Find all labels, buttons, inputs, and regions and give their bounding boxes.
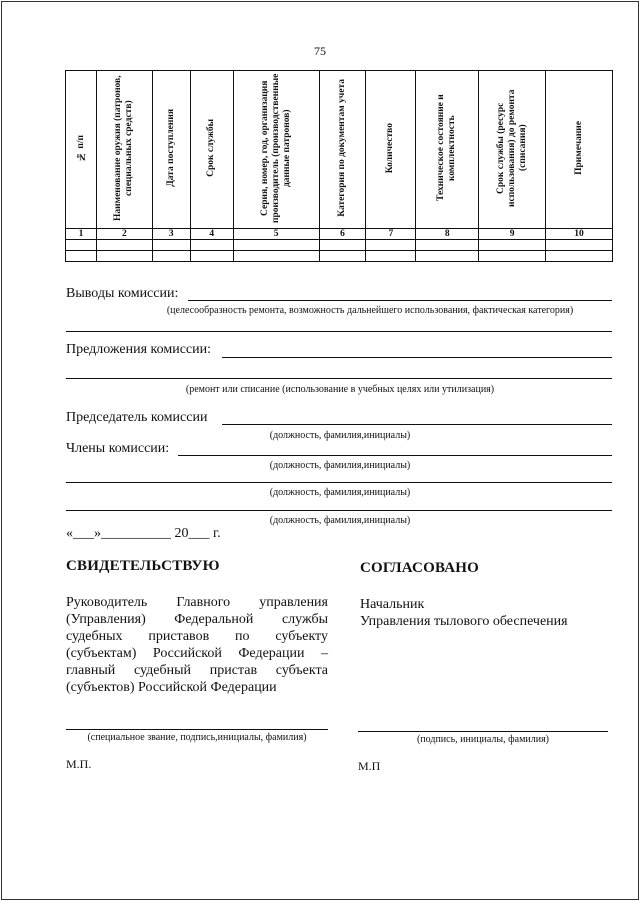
- conclusions-line-2[interactable]: [66, 331, 612, 332]
- header-cell: [66, 71, 97, 229]
- certify-sign-hint: (специальное звание, подпись,инициалы, фамилия): [87, 732, 307, 743]
- proposals-hint: (ремонт или списание (использование в учебных целях или утилизация): [185, 384, 495, 395]
- table-cell[interactable]: [319, 240, 366, 251]
- member-hint-2: (должность, фамилия,инициалы): [269, 487, 411, 498]
- certify-line: (субъектов) Российской Федерации: [66, 680, 277, 695]
- agreed-signature-line[interactable]: [358, 731, 608, 732]
- certify-position: [66, 594, 328, 696]
- conclusions-label: Выводы комиссии:: [66, 286, 179, 301]
- table-cell[interactable]: [190, 251, 233, 262]
- members-label: Члены комиссии:: [66, 441, 170, 456]
- table-row: [66, 240, 613, 251]
- header-cell-text: Примечание: [573, 121, 584, 175]
- agreed-position: [360, 596, 610, 630]
- weapons-table: [65, 70, 613, 262]
- member-hint-1: (должность, фамилия,инициалы): [269, 460, 411, 471]
- certify-stamp: М.П.: [66, 757, 92, 771]
- table-cell[interactable]: [190, 240, 233, 251]
- column-number: 9: [479, 229, 546, 240]
- header-cell-text: Количество: [385, 122, 396, 174]
- table-cell[interactable]: [366, 240, 416, 251]
- certify-line: главный судебный пристав субъекта: [66, 663, 328, 678]
- certify-line: (субъектам) Российской Федерации –: [66, 646, 328, 661]
- column-number: 1: [66, 229, 97, 240]
- member-hint-3: (должность, фамилия,инициалы): [269, 515, 411, 526]
- table-cell[interactable]: [96, 240, 152, 251]
- column-number: 4: [190, 229, 233, 240]
- table-header-row: [66, 71, 613, 229]
- header-cell-text: Срок службы (ресурс использования) до ремонта (списания): [495, 89, 528, 207]
- header-cell: [319, 71, 366, 229]
- certify-line: Руководитель Главного управления: [66, 595, 328, 610]
- table-cell[interactable]: [416, 251, 479, 262]
- certify-line: (Управления) Федеральной службы: [66, 612, 328, 627]
- agreed-stamp: М.П: [358, 759, 381, 773]
- column-number: 5: [233, 229, 319, 240]
- header-cell: [546, 71, 613, 229]
- agreed-sign-hint: (подпись, инициалы, фамилия): [416, 734, 550, 745]
- proposals-label: Предложения комиссии:: [66, 342, 212, 357]
- table-cell[interactable]: [366, 251, 416, 262]
- conclusions-hint: (целесообразность ремонта, возможность дальнейшего использования, фактическая категория): [166, 305, 574, 316]
- header-cell: [190, 71, 233, 229]
- column-number: 7: [366, 229, 416, 240]
- member-line-3[interactable]: [66, 510, 612, 511]
- header-cell: [152, 71, 190, 229]
- table-cell[interactable]: [546, 251, 613, 262]
- table-cell[interactable]: [546, 240, 613, 251]
- table-cell[interactable]: [233, 251, 319, 262]
- table-cell[interactable]: [152, 240, 190, 251]
- header-cell: [96, 71, 152, 229]
- agreed-line: Начальник: [360, 597, 425, 612]
- table-cell[interactable]: [66, 240, 97, 251]
- table-cell[interactable]: [66, 251, 97, 262]
- agreed-line: Управления тылового обеспечения: [360, 614, 568, 629]
- conclusions-line[interactable]: [188, 300, 612, 301]
- proposals-line[interactable]: [222, 357, 612, 358]
- header-cell-text: Срок службы: [206, 119, 217, 177]
- header-cell-text: Дата поступления: [165, 109, 176, 187]
- header-cell-text: Серия, номер, год, организация производитель (производственные данные патронов): [259, 73, 292, 223]
- table-cell[interactable]: [233, 240, 319, 251]
- header-cell: [366, 71, 416, 229]
- table-cell[interactable]: [96, 251, 152, 262]
- table-cell[interactable]: [416, 240, 479, 251]
- table-cell[interactable]: [319, 251, 366, 262]
- table-cell[interactable]: [479, 251, 546, 262]
- column-number: 10: [546, 229, 613, 240]
- date-line[interactable]: «___»__________ 20___ г.: [66, 526, 221, 541]
- column-number: 8: [416, 229, 479, 240]
- column-number: 6: [319, 229, 366, 240]
- agreed-heading: СОГЛАСОВАНО: [360, 560, 479, 576]
- chairman-line[interactable]: [222, 424, 612, 425]
- header-cell-text: Категория по документам учета: [337, 79, 347, 217]
- chairman-label: Председатель комиссии: [66, 410, 208, 425]
- table-cell[interactable]: [479, 240, 546, 251]
- certify-line: судебных приставов по субъекту: [66, 629, 328, 644]
- member-line-2[interactable]: [66, 482, 612, 483]
- table-cell[interactable]: [152, 251, 190, 262]
- header-cell: [479, 71, 546, 229]
- column-number: 3: [152, 229, 190, 240]
- proposals-line-2[interactable]: [66, 378, 612, 379]
- header-cell: [233, 71, 319, 229]
- header-cell: [416, 71, 479, 229]
- header-cell-text: Техническое состояние и комплектность: [436, 94, 458, 202]
- page-number: 75: [314, 44, 326, 58]
- table-row: [66, 251, 613, 262]
- certify-heading: СВИДЕТЕЛЬСТВУЮ: [66, 558, 220, 574]
- member-line-1[interactable]: [178, 455, 612, 456]
- chairman-hint: (должность, фамилия,инициалы): [269, 430, 411, 441]
- column-number-row: [66, 229, 613, 240]
- header-cell-text: № п/п: [75, 135, 86, 161]
- header-cell-text: Наименование оружия (патронов, специальных средств): [113, 75, 135, 221]
- column-number: 2: [96, 229, 152, 240]
- certify-signature-line[interactable]: [66, 729, 328, 730]
